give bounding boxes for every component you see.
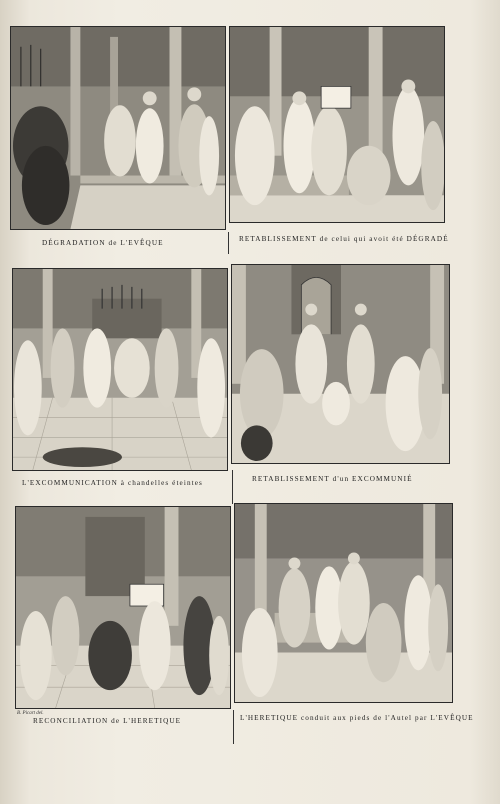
- engraving-reconciliation: [16, 507, 230, 708]
- engraving-retablissement-excommunie: [232, 265, 449, 463]
- caption-reconciliation: RECONCILIATION de L'HERETIQUE: [33, 717, 182, 725]
- plate-retablissement-excommunie: [231, 264, 450, 464]
- plate-excommunication: [12, 268, 228, 471]
- engraving-retablissement-degrade: [230, 27, 444, 222]
- caption-degradation: DÉGRADATION de L'EVÊQUE: [42, 239, 164, 247]
- caption-excommunication: L'EXCOMMUNICATION à chandelles éteintes: [22, 479, 203, 487]
- caption-divider: [233, 710, 234, 744]
- engraving-degradation: [11, 27, 225, 229]
- plate-degradation: [10, 26, 226, 230]
- plate-heretique-autel: [234, 503, 453, 703]
- engraving-excommunication: [13, 269, 227, 470]
- engraver-signature: B. Picart del.: [17, 711, 44, 716]
- plate-retablissement-degrade: [229, 26, 445, 223]
- engraving-heretique-autel: [235, 504, 452, 702]
- plate-reconciliation: [15, 506, 231, 709]
- caption-divider: [232, 470, 233, 504]
- caption-heretique-autel: L'HERETIQUE conduit aux pieds de l'Autel par L'EVÊQUE: [240, 714, 474, 722]
- caption-divider: [228, 232, 229, 254]
- caption-retablissement-degrade: RETABLISSEMENT de celui qui avoit été DÉGRADÉ: [239, 235, 449, 243]
- caption-retablissement-excommunie: RETABLISSEMENT d'un EXCOMMUNIÉ: [252, 475, 413, 483]
